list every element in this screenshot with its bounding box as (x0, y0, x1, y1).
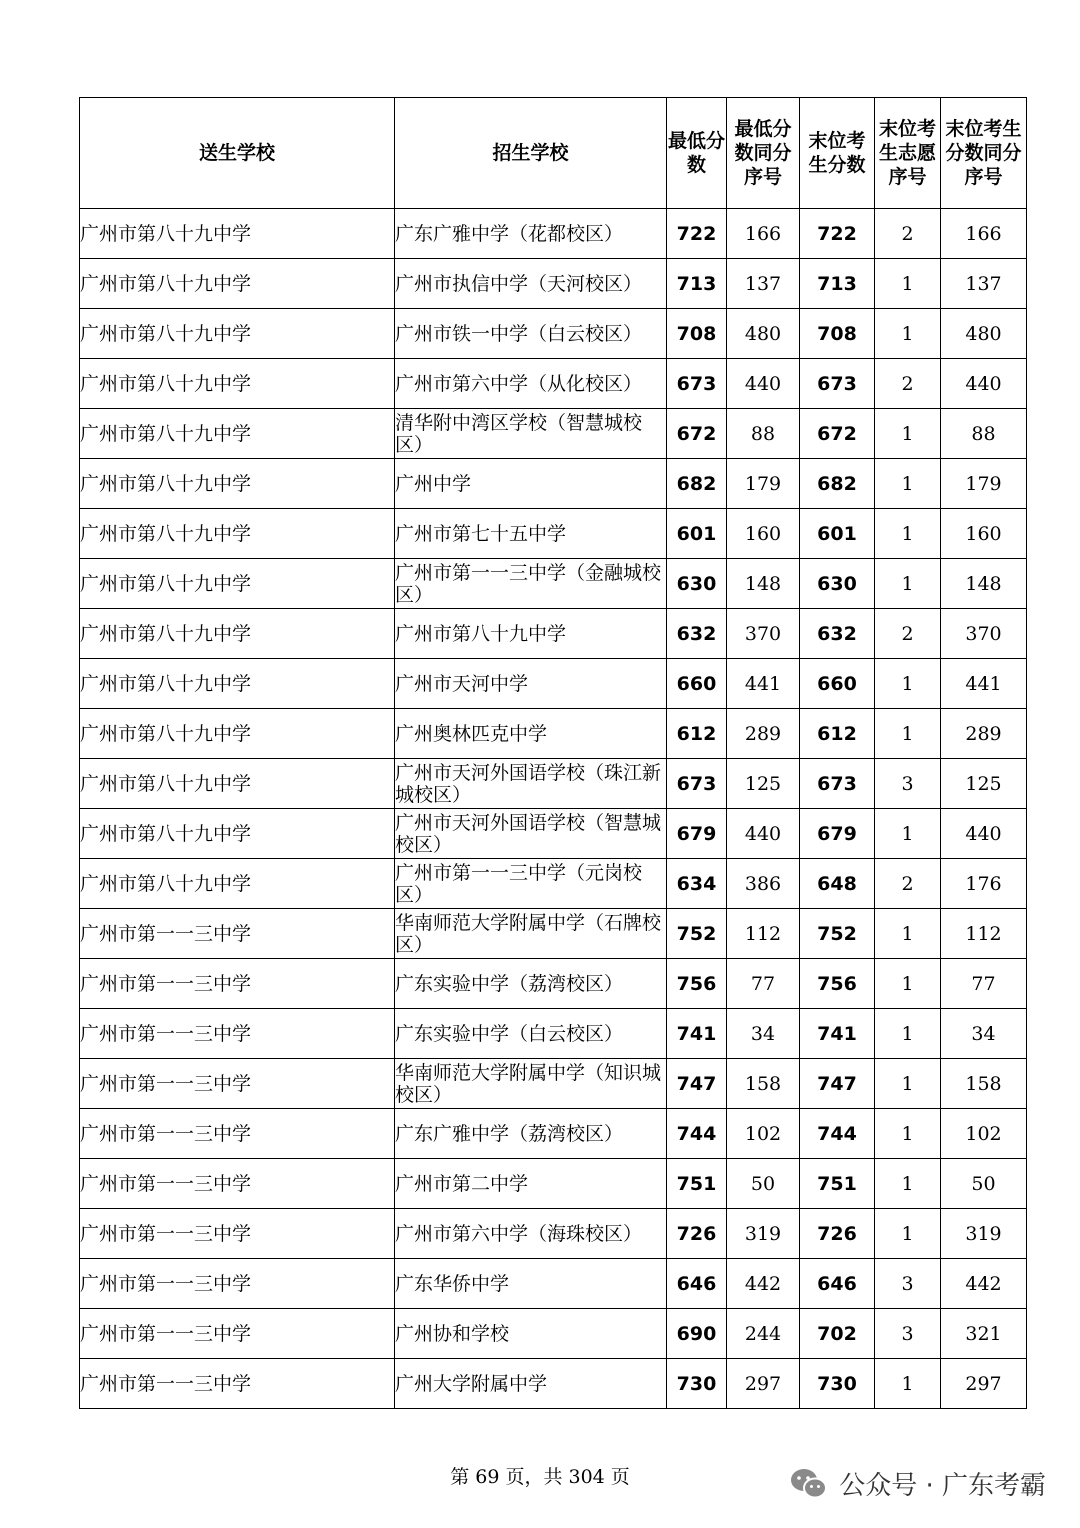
cell-min-score: 630 (667, 559, 727, 609)
header-min-rank: 最低分数同分序号 (727, 98, 800, 209)
cell-last-choice: 2 (875, 209, 941, 259)
cell-last-choice: 1 (875, 1009, 941, 1059)
cell-min-score: 690 (667, 1309, 727, 1359)
wechat-icon (789, 1467, 829, 1501)
table-row (80, 259, 1027, 309)
cell-min-rank: 112 (727, 909, 800, 959)
cell-recv-school: 广州市天河中学 (395, 659, 667, 709)
watermark-text: 公众号 · 广东考霸 (839, 1471, 1046, 1501)
cell-last-choice: 1 (875, 509, 941, 559)
cell-last-choice: 1 (875, 809, 941, 859)
table-row (80, 409, 1027, 459)
cell-min-rank: 148 (727, 559, 800, 609)
cell-send-school: 广州市第一一三中学 (80, 1109, 395, 1159)
cell-last-score: 730 (800, 1359, 875, 1409)
cell-recv-school: 广州市第二中学 (395, 1159, 667, 1209)
cell-send-school: 广州市第一一三中学 (80, 1309, 395, 1359)
cell-recv-school: 广州市第七十五中学 (395, 509, 667, 559)
cell-recv-school: 广东华侨中学 (395, 1259, 667, 1309)
cell-last-score: 646 (800, 1259, 875, 1309)
cell-last-rank: 137 (941, 259, 1027, 309)
cell-last-rank: 176 (941, 859, 1027, 909)
cell-send-school: 广州市第八十九中学 (80, 409, 395, 459)
cell-last-score: 756 (800, 959, 875, 1009)
cell-last-score: 672 (800, 409, 875, 459)
table-row (80, 809, 1027, 859)
cell-send-school: 广州市第八十九中学 (80, 209, 395, 259)
cell-min-rank: 297 (727, 1359, 800, 1409)
cell-recv-school: 广东实验中学（白云校区） (395, 1009, 667, 1059)
table-row (80, 1009, 1027, 1059)
cell-min-score: 713 (667, 259, 727, 309)
table-row (80, 509, 1027, 559)
cell-last-choice: 2 (875, 359, 941, 409)
cell-min-rank: 102 (727, 1109, 800, 1159)
cell-last-rank: 34 (941, 1009, 1027, 1059)
cell-min-rank: 50 (727, 1159, 800, 1209)
cell-min-score: 673 (667, 359, 727, 409)
cell-send-school: 广州市第一一三中学 (80, 1159, 395, 1209)
header-recv-school: 招生学校 (395, 98, 667, 209)
header-last-choice: 末位考生志愿序号 (875, 98, 941, 209)
cell-recv-school: 广州市执信中学（天河校区） (395, 259, 667, 309)
cell-last-rank: 321 (941, 1309, 1027, 1359)
cell-min-rank: 34 (727, 1009, 800, 1059)
cell-min-score: 634 (667, 859, 727, 909)
cell-last-score: 744 (800, 1109, 875, 1159)
cell-last-choice: 1 (875, 1209, 941, 1259)
cell-min-score: 722 (667, 209, 727, 259)
watermark (789, 1465, 1046, 1502)
cell-last-choice: 1 (875, 659, 941, 709)
cell-min-score: 612 (667, 709, 727, 759)
cell-min-rank: 179 (727, 459, 800, 509)
cell-recv-school: 广州市天河外国语学校（珠江新城校区） (395, 759, 667, 809)
cell-last-rank: 158 (941, 1059, 1027, 1109)
table-row (80, 1059, 1027, 1109)
table-row (80, 209, 1027, 259)
header-last-rank: 末位考生分数同分序号 (941, 98, 1027, 209)
cell-min-score: 601 (667, 509, 727, 559)
table-row (80, 459, 1027, 509)
cell-min-score: 632 (667, 609, 727, 659)
cell-recv-school: 广东实验中学（荔湾校区） (395, 959, 667, 1009)
cell-last-score: 632 (800, 609, 875, 659)
cell-recv-school: 广州市第一一三中学（元岗校区） (395, 859, 667, 909)
cell-last-choice: 1 (875, 909, 941, 959)
cell-last-rank: 88 (941, 409, 1027, 459)
cell-min-rank: 77 (727, 959, 800, 1009)
cell-recv-school: 广州奥林匹克中学 (395, 709, 667, 759)
cell-recv-school: 广州协和学校 (395, 1309, 667, 1359)
cell-min-score: 682 (667, 459, 727, 509)
cell-send-school: 广州市第八十九中学 (80, 259, 395, 309)
cell-min-score: 741 (667, 1009, 727, 1059)
table-row (80, 309, 1027, 359)
cell-last-choice: 1 (875, 309, 941, 359)
table-row (80, 659, 1027, 709)
cell-min-rank: 160 (727, 509, 800, 559)
cell-last-rank: 297 (941, 1359, 1027, 1409)
cell-last-score: 751 (800, 1159, 875, 1209)
cell-last-rank: 112 (941, 909, 1027, 959)
table-header-row (80, 98, 1027, 209)
cell-send-school: 广州市第八十九中学 (80, 659, 395, 709)
cell-last-choice: 3 (875, 1309, 941, 1359)
cell-min-rank: 158 (727, 1059, 800, 1109)
cell-min-score: 646 (667, 1259, 727, 1309)
cell-min-score: 708 (667, 309, 727, 359)
table-row (80, 909, 1027, 959)
cell-last-rank: 50 (941, 1159, 1027, 1209)
cell-last-rank: 442 (941, 1259, 1027, 1309)
table-row (80, 1359, 1027, 1409)
cell-last-choice: 1 (875, 1059, 941, 1109)
cell-min-rank: 442 (727, 1259, 800, 1309)
cell-last-choice: 2 (875, 609, 941, 659)
cell-last-choice: 1 (875, 1359, 941, 1409)
cell-recv-school: 广州市第六中学（海珠校区） (395, 1209, 667, 1259)
cell-recv-school: 广州中学 (395, 459, 667, 509)
table-row (80, 1209, 1027, 1259)
cell-send-school: 广州市第八十九中学 (80, 509, 395, 559)
cell-last-score: 630 (800, 559, 875, 609)
cell-send-school: 广州市第一一三中学 (80, 1059, 395, 1109)
cell-recv-school: 广东广雅中学（花都校区） (395, 209, 667, 259)
cell-send-school: 广州市第八十九中学 (80, 709, 395, 759)
cell-last-rank: 166 (941, 209, 1027, 259)
cell-last-rank: 480 (941, 309, 1027, 359)
cell-recv-school: 广州市第八十九中学 (395, 609, 667, 659)
cell-min-score: 756 (667, 959, 727, 1009)
cell-last-score: 679 (800, 809, 875, 859)
cell-min-rank: 319 (727, 1209, 800, 1259)
cell-send-school: 广州市第一一三中学 (80, 1359, 395, 1409)
cell-last-score: 708 (800, 309, 875, 359)
cell-last-rank: 441 (941, 659, 1027, 709)
cell-last-score: 673 (800, 359, 875, 409)
cell-last-rank: 160 (941, 509, 1027, 559)
cell-min-score: 673 (667, 759, 727, 809)
cell-recv-school: 广州大学附属中学 (395, 1359, 667, 1409)
cell-last-score: 682 (800, 459, 875, 509)
table-row (80, 709, 1027, 759)
cell-last-score: 752 (800, 909, 875, 959)
cell-min-rank: 166 (727, 209, 800, 259)
cell-min-score: 751 (667, 1159, 727, 1209)
cell-last-choice: 1 (875, 559, 941, 609)
header-send-school: 送生学校 (80, 98, 395, 209)
cell-last-choice: 1 (875, 1109, 941, 1159)
cell-last-choice: 1 (875, 959, 941, 1009)
cell-last-choice: 3 (875, 1259, 941, 1309)
cell-last-score: 648 (800, 859, 875, 909)
cell-min-rank: 244 (727, 1309, 800, 1359)
cell-last-rank: 440 (941, 809, 1027, 859)
cell-recv-school: 广州市第一一三中学（金融城校区） (395, 559, 667, 609)
cell-min-score: 660 (667, 659, 727, 709)
cell-send-school: 广州市第八十九中学 (80, 609, 395, 659)
cell-min-score: 747 (667, 1059, 727, 1109)
cell-send-school: 广州市第一一三中学 (80, 909, 395, 959)
cell-send-school: 广州市第八十九中学 (80, 559, 395, 609)
cell-recv-school: 广州市天河外国语学校（智慧城校区） (395, 809, 667, 859)
table-row (80, 609, 1027, 659)
cell-min-rank: 137 (727, 259, 800, 309)
table-row (80, 959, 1027, 1009)
cell-min-rank: 88 (727, 409, 800, 459)
cell-min-rank: 370 (727, 609, 800, 659)
table-row (80, 1159, 1027, 1209)
cell-last-rank: 77 (941, 959, 1027, 1009)
cell-recv-school: 广东广雅中学（荔湾校区） (395, 1109, 667, 1159)
cell-last-rank: 125 (941, 759, 1027, 809)
header-last-score: 末位考生分数 (800, 98, 875, 209)
table-row (80, 759, 1027, 809)
cell-last-choice: 1 (875, 459, 941, 509)
table-row (80, 1259, 1027, 1309)
cell-last-choice: 1 (875, 409, 941, 459)
cell-min-score: 672 (667, 409, 727, 459)
cell-last-score: 722 (800, 209, 875, 259)
cell-last-rank: 289 (941, 709, 1027, 759)
cell-min-score: 752 (667, 909, 727, 959)
cell-min-rank: 125 (727, 759, 800, 809)
table-row (80, 1109, 1027, 1159)
cell-last-rank: 102 (941, 1109, 1027, 1159)
admissions-table (79, 97, 1027, 1409)
cell-last-rank: 370 (941, 609, 1027, 659)
cell-min-score: 679 (667, 809, 727, 859)
cell-send-school: 广州市第八十九中学 (80, 859, 395, 909)
cell-send-school: 广州市第一一三中学 (80, 1259, 395, 1309)
cell-send-school: 广州市第八十九中学 (80, 359, 395, 409)
cell-recv-school: 广州市铁一中学（白云校区） (395, 309, 667, 359)
cell-last-score: 612 (800, 709, 875, 759)
cell-last-choice: 1 (875, 1159, 941, 1209)
cell-min-rank: 386 (727, 859, 800, 909)
cell-min-rank: 440 (727, 809, 800, 859)
cell-last-rank: 319 (941, 1209, 1027, 1259)
cell-last-choice: 1 (875, 259, 941, 309)
cell-recv-school: 广州市第六中学（从化校区） (395, 359, 667, 409)
cell-min-score: 744 (667, 1109, 727, 1159)
cell-send-school: 广州市第一一三中学 (80, 1009, 395, 1059)
cell-last-rank: 179 (941, 459, 1027, 509)
cell-min-rank: 480 (727, 309, 800, 359)
cell-last-score: 747 (800, 1059, 875, 1109)
cell-recv-school: 清华附中湾区学校（智慧城校区） (395, 409, 667, 459)
cell-last-score: 673 (800, 759, 875, 809)
table-row (80, 359, 1027, 409)
header-min-score: 最低分数 (667, 98, 727, 209)
cell-last-score: 702 (800, 1309, 875, 1359)
cell-min-score: 730 (667, 1359, 727, 1409)
cell-last-choice: 1 (875, 709, 941, 759)
cell-min-rank: 289 (727, 709, 800, 759)
cell-last-rank: 148 (941, 559, 1027, 609)
cell-min-rank: 440 (727, 359, 800, 409)
cell-recv-school: 华南师范大学附属中学（知识城校区） (395, 1059, 667, 1109)
cell-send-school: 广州市第一一三中学 (80, 1209, 395, 1259)
cell-last-rank: 440 (941, 359, 1027, 409)
cell-min-score: 726 (667, 1209, 727, 1259)
cell-last-choice: 3 (875, 759, 941, 809)
table-row (80, 1309, 1027, 1359)
cell-send-school: 广州市第八十九中学 (80, 309, 395, 359)
cell-send-school: 广州市第一一三中学 (80, 959, 395, 1009)
table-row (80, 559, 1027, 609)
cell-last-choice: 2 (875, 859, 941, 909)
page-footer: 第 69 页，共 304 页 (450, 1466, 630, 1488)
cell-last-score: 660 (800, 659, 875, 709)
table-row (80, 859, 1027, 909)
cell-last-score: 713 (800, 259, 875, 309)
cell-recv-school: 华南师范大学附属中学（石牌校区） (395, 909, 667, 959)
cell-last-score: 726 (800, 1209, 875, 1259)
cell-send-school: 广州市第八十九中学 (80, 759, 395, 809)
cell-last-score: 741 (800, 1009, 875, 1059)
cell-last-score: 601 (800, 509, 875, 559)
cell-min-rank: 441 (727, 659, 800, 709)
cell-send-school: 广州市第八十九中学 (80, 809, 395, 859)
cell-send-school: 广州市第八十九中学 (80, 459, 395, 509)
